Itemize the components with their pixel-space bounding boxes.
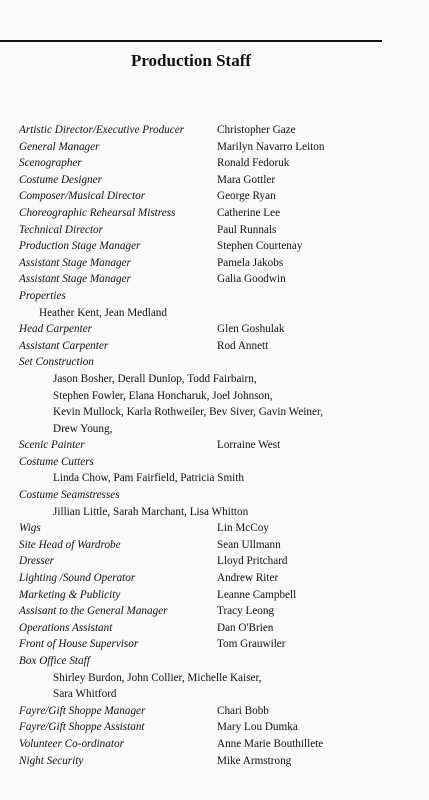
- staff-name: Marilyn Navarro Leiton: [217, 140, 325, 153]
- staff-row: [19, 570, 419, 587]
- staff-row: [19, 155, 419, 172]
- staff-row: [19, 371, 419, 388]
- staff-name: Andrew Riter: [217, 572, 279, 585]
- staff-row: [19, 437, 419, 454]
- staff-row: [19, 686, 419, 703]
- staff-role: Scenic Painter: [19, 439, 85, 452]
- staff-role: Artistic Director/Executive Producer: [19, 124, 185, 136]
- staff-name: George Ryan: [217, 190, 276, 203]
- staff-name: Catherine Lee: [217, 206, 281, 219]
- staff-names-line: Heather Kent, Jean Medland: [39, 306, 167, 319]
- staff-row: [19, 205, 419, 222]
- staff-row: [19, 188, 419, 205]
- staff-name: Lloyd Pritchard: [217, 555, 288, 568]
- staff-row: [19, 354, 419, 371]
- staff-row: [19, 222, 419, 239]
- staff-role: Fayre/Gift Shoppe Assistant: [19, 721, 145, 734]
- staff-names-line: Linda Chow, Pam Fairfield, Patricia Smith: [53, 472, 244, 485]
- staff-row: [19, 670, 419, 687]
- staff-row: [19, 288, 419, 305]
- top-rule: [0, 40, 382, 42]
- staff-row: [19, 553, 419, 570]
- staff-row: [19, 139, 419, 156]
- staff-row: [19, 620, 419, 637]
- staff-role: Properties: [19, 289, 66, 302]
- staff-role: Night Security: [19, 754, 84, 767]
- staff-row: [19, 305, 419, 322]
- staff-role: Marketing & Publicity: [19, 588, 121, 601]
- staff-name: Stephen Courtenay: [217, 240, 303, 253]
- staff-role: Costume Cutters: [19, 455, 94, 468]
- staff-row: [19, 421, 419, 438]
- staff-row: [19, 404, 419, 421]
- staff-names-line: Kevin Mullock, Karla Rothweiler, Bev Siver, Gavin Weiner,: [53, 406, 324, 419]
- staff-role: Volunteer Co-ordinator: [19, 737, 124, 750]
- staff-row: [19, 587, 419, 604]
- staff-row: [19, 470, 419, 487]
- staff-row: [19, 537, 419, 554]
- staff-role: Costume Seamstresses: [19, 489, 120, 502]
- staff-row: [19, 703, 419, 720]
- staff-name: Dan O'Brien: [217, 621, 274, 634]
- staff-name: Mike Armstrong: [217, 754, 292, 767]
- staff-name: Galia Goodwin: [217, 273, 286, 286]
- staff-role: Assistant Stage Manager: [19, 273, 131, 286]
- staff-names-line: Jason Bosher, Derall Dunlop, Todd Fairbairn,: [53, 372, 257, 385]
- staff-role: Production Stage Manager: [19, 240, 141, 253]
- staff-names-line: Sara Whitford: [53, 688, 117, 701]
- staff-names-line: Drew Young,: [53, 422, 113, 435]
- staff-name: Ronald Fedoruk: [217, 157, 290, 170]
- staff-role: Box Office Staff: [19, 655, 90, 667]
- staff-name: Chari Bobb: [217, 704, 269, 717]
- staff-row: [19, 753, 419, 770]
- staff-role: Assistant Carpenter: [19, 339, 109, 352]
- staff-name: Lin McCoy: [217, 522, 269, 535]
- staff-name: Tom Grauwiler: [217, 638, 286, 651]
- staff-name: Pamela Jakobs: [217, 256, 284, 269]
- staff-name: Sean Ullmann: [217, 538, 281, 551]
- staff-row: [19, 122, 419, 139]
- staff-row: [19, 338, 419, 355]
- staff-name: Leanne Campbell: [217, 588, 297, 601]
- staff-name: Mary Lou Dumka: [217, 721, 298, 734]
- staff-names-line: Stephen Fowler, Elana Honcharuk, Joel Johnson,: [53, 389, 273, 402]
- staff-name: Lorraine West: [217, 439, 281, 452]
- staff-names-line: Shirley Burdon, John Collier, Michelle Kaiser,: [53, 671, 262, 684]
- staff-name: Rod Annett: [217, 339, 269, 352]
- staff-role: Operations Assistant: [19, 621, 113, 634]
- staff-name: Tracy Leong: [217, 605, 275, 618]
- staff-role: Head Carpenter: [19, 323, 93, 336]
- staff-row: [19, 719, 419, 736]
- staff-row: [19, 636, 419, 653]
- staff-name: Mara Gottler: [217, 173, 276, 186]
- page-title: Production Staff: [130, 51, 252, 70]
- staff-role: Set Construction: [19, 356, 94, 369]
- staff-role: Assisant to the General Manager: [19, 605, 168, 618]
- staff-row: [19, 520, 419, 537]
- staff-row: [19, 238, 419, 255]
- staff-row: [19, 736, 419, 753]
- staff-names-line: Jillian Little, Sarah Marchant, Lisa Whitton: [53, 505, 249, 518]
- staff-row: [19, 255, 419, 272]
- staff-role: Site Head of Wardrobe: [19, 538, 121, 551]
- staff-row: [19, 388, 419, 405]
- staff-role: Costume Designer: [19, 173, 102, 186]
- staff-role: Technical Director: [19, 223, 103, 236]
- staff-row: [19, 454, 419, 471]
- staff-role: Assistant Stage Manager: [19, 256, 131, 269]
- staff-row: [19, 603, 419, 620]
- staff-row: [19, 172, 419, 189]
- staff-row: [19, 504, 419, 521]
- staff-role: Lighting /Sound Operator: [19, 572, 136, 585]
- staff-role: General Manager: [19, 140, 100, 153]
- staff-role: Choreographic Rehearsal Mistress: [19, 206, 176, 219]
- staff-row: [19, 271, 419, 288]
- staff-role: Composer/Musical Director: [19, 190, 146, 203]
- staff-row: [19, 653, 419, 670]
- staff-name: Christopher Gaze: [217, 124, 296, 136]
- staff-name: Glen Goshulak: [217, 323, 285, 336]
- staff-role: Dresser: [19, 555, 55, 568]
- staff-role: Front of House Supervisor: [19, 638, 139, 651]
- staff-row: [19, 321, 419, 338]
- staff-name: Anne Marie Bouthillete: [217, 737, 324, 750]
- staff-role: Wigs: [19, 522, 41, 535]
- staff-name: Paul Runnals: [217, 223, 277, 236]
- staff-list: [19, 122, 419, 769]
- staff-role: Fayre/Gift Shoppe Manager: [19, 704, 146, 717]
- staff-row: [19, 487, 419, 504]
- staff-role: Scenographer: [19, 157, 82, 170]
